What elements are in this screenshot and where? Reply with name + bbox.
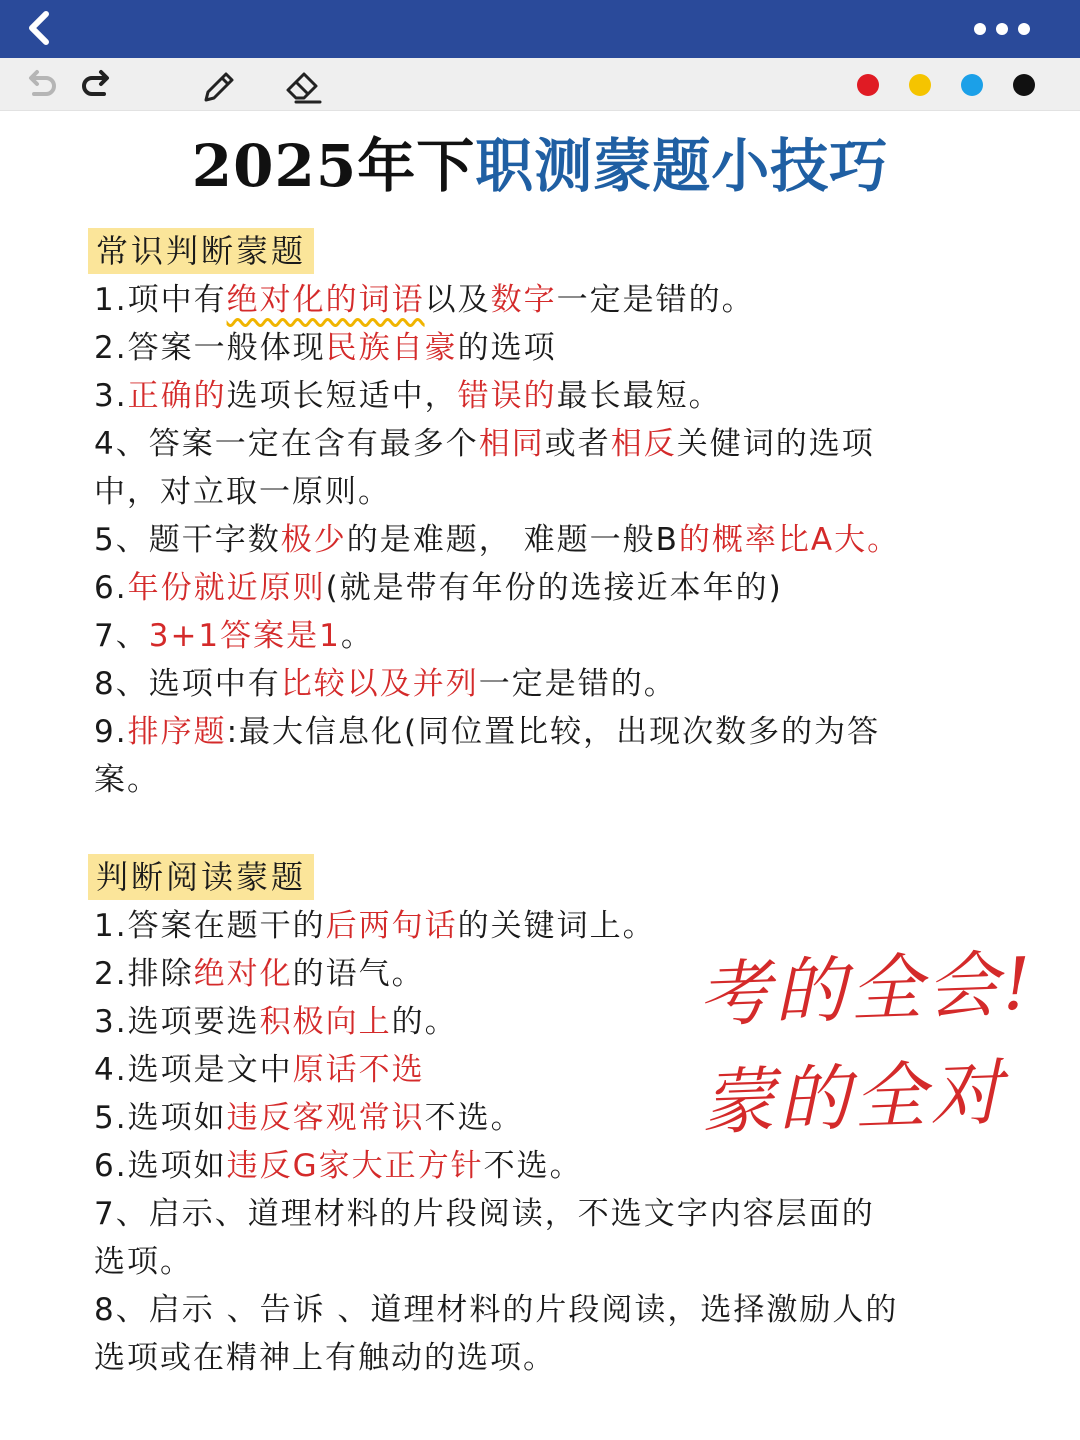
tip-text: (就是带有年份的选接近本年的) (325, 570, 783, 606)
back-button[interactable] (20, 8, 60, 48)
tip-line (94, 1334, 898, 1382)
section-label-reading: 判断阅读蒙题 (88, 854, 314, 900)
tip-text: 最长最短。 (556, 378, 722, 414)
tip-text: 选项。 (94, 1244, 193, 1280)
tip-text: 关健词的选项 (676, 426, 875, 462)
eraser-icon (282, 66, 324, 106)
tip-text: 选项或在精神上有触动的选项。 (94, 1340, 556, 1376)
tip-text: 7、启示、道理材料的片段阅读，不选文字内容层面的 (94, 1196, 875, 1232)
common-sense-tips-list (94, 276, 900, 804)
handwritten-line-1: 考的全会! (696, 941, 1037, 1037)
redo-icon (80, 66, 116, 102)
tip-text: 的选项 (457, 330, 557, 366)
highlighted-text: 民族自豪 (325, 330, 458, 366)
page-title (0, 126, 1080, 206)
tip-text: 中，对立取一原则。 (94, 474, 391, 510)
tip-text: 9. (94, 714, 128, 750)
highlighted-text: 相反 (610, 426, 677, 462)
tip-text: 7、 (94, 618, 149, 654)
undo-button[interactable] (22, 66, 58, 102)
tip-text: 4、答案一定在含有最多个 (94, 426, 479, 462)
tip-text: 1.项中有 (94, 282, 227, 318)
pen-color-red[interactable] (857, 74, 879, 96)
tip-text: :最大信息化(同位置比较，出现次数多的为答 (226, 714, 881, 750)
handwritten-note (696, 929, 1043, 1157)
tip-line (94, 708, 900, 756)
tip-text: 选项长短适中， (226, 378, 458, 414)
highlighted-text: 绝对化 (193, 956, 293, 992)
tip-text: 2.排除 (94, 956, 194, 992)
more-dots-icon (1018, 23, 1030, 35)
tip-text: 。 (340, 618, 374, 654)
tip-line (94, 564, 900, 612)
tip-line (94, 756, 900, 804)
tip-text: 8、启示 、告诉 、道理材料的片段阅读，选择激励人的 (94, 1292, 899, 1328)
more-button[interactable] (974, 18, 1044, 40)
highlighted-text: 正确的 (127, 378, 227, 414)
pen-color-yellow[interactable] (909, 74, 931, 96)
tip-text: 不选。 (483, 1148, 583, 1184)
tip-line (94, 324, 900, 372)
tip-text: 以及 (424, 282, 491, 318)
pen-color-blue[interactable] (961, 74, 983, 96)
tip-text: 一定是错的。 (478, 666, 677, 702)
more-dots-icon (974, 23, 986, 35)
highlighted-text: 原话不选 (292, 1052, 425, 1088)
eraser-tool[interactable] (282, 66, 318, 102)
title-part-1: 2025年下 (191, 132, 476, 200)
pen-color-black[interactable] (1013, 74, 1035, 96)
tip-text: 5、题干字数 (94, 522, 281, 558)
tip-line (94, 420, 900, 468)
tip-text: 不选。 (424, 1100, 524, 1136)
highlighted-text: 数字 (490, 282, 557, 318)
highlighted-text: 极少 (280, 522, 347, 558)
tip-text: 4.选项是文中 (94, 1052, 293, 1088)
highlighted-text: 排序题 (127, 714, 227, 750)
tip-line (94, 1238, 898, 1286)
tip-line (94, 612, 900, 660)
highlighted-text: 违反客观常识 (226, 1100, 425, 1136)
tip-text: 5.选项如 (94, 1100, 227, 1136)
tip-line (94, 372, 900, 420)
tip-text: 2.答案一般体现 (94, 330, 326, 366)
pencil-tool[interactable] (198, 66, 234, 102)
tip-text: 的语气。 (292, 956, 425, 992)
section-label-common-sense: 常识判断蒙题 (88, 228, 314, 274)
highlighted-text: 比较以及并列 (280, 666, 479, 702)
highlighted-text: 绝对化的词语 (226, 282, 425, 318)
tip-text: 1.答案在题干的 (94, 908, 326, 944)
highlighted-text: 相同 (478, 426, 545, 462)
tip-text: 的是难题， 难题一般B (346, 522, 679, 558)
tip-text: 6.选项如 (94, 1148, 227, 1184)
tip-text: 的。 (391, 1004, 458, 1040)
tip-text: 3.选项要选 (94, 1004, 260, 1040)
tip-line (94, 276, 900, 324)
redo-button[interactable] (80, 66, 116, 102)
tip-text: 6. (94, 570, 128, 606)
highlighted-text: 错误的 (457, 378, 557, 414)
chevron-left-icon (20, 8, 60, 48)
tip-line (94, 660, 900, 708)
undo-icon (22, 66, 58, 102)
highlighted-text: 的概率比A大。 (678, 522, 901, 558)
highlighted-text: 年份就近原则 (127, 570, 326, 606)
more-dots-icon (996, 23, 1008, 35)
tip-text: 或者 (544, 426, 611, 462)
tip-line (94, 1286, 898, 1334)
tip-line (94, 1190, 898, 1238)
tip-line (94, 468, 900, 516)
tip-text: 一定是错的。 (556, 282, 755, 318)
header-bar (0, 0, 1080, 58)
tip-text: 8、选项中有 (94, 666, 281, 702)
tip-line (94, 516, 900, 564)
highlighted-text: 违反G家大正方针 (226, 1148, 484, 1184)
tip-text: 案。 (94, 762, 160, 798)
tip-text: 的关键词上。 (457, 908, 656, 944)
title-part-2: 职测蒙题小技巧 (475, 132, 889, 200)
handwritten-line-2: 蒙的全对 (700, 1050, 1008, 1145)
pencil-icon (198, 66, 238, 106)
highlighted-text: 3+1答案是1 (148, 618, 341, 654)
tip-text: 3. (94, 378, 128, 414)
highlighted-text: 后两句话 (325, 908, 458, 944)
highlighted-text: 积极向上 (259, 1004, 392, 1040)
